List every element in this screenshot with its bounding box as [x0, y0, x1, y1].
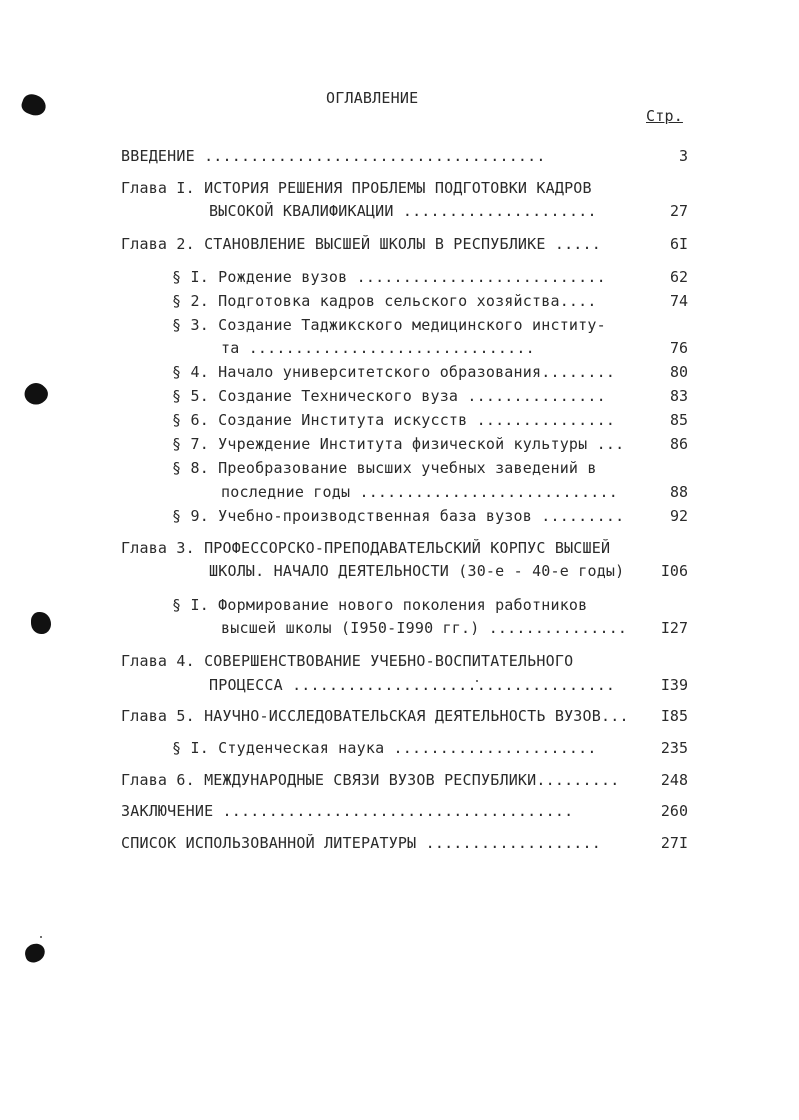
toc-page-number: 92 [669, 507, 688, 525]
page-title: ОГЛАВЛЕНИЕ [326, 89, 419, 107]
toc-page-number: 80 [669, 363, 688, 381]
toc-entry-text: ВВЕДЕНИЕ ..................................... [121, 147, 546, 165]
toc-entry-text: ВЫСОКОЙ КВАЛИФИКАЦИИ ..................... [209, 202, 597, 220]
toc-entry-text: § I. Рождение вузов ........................... [172, 268, 606, 286]
toc-page-number: 86 [669, 435, 688, 453]
toc-entry-text: последние годы ............................ [221, 483, 618, 501]
toc-page-number: I06 [660, 562, 688, 580]
toc-entry-text: ПРОЦЕССА ................................... [209, 676, 616, 694]
toc-entry-text: § I. Формирование нового поколения работников [172, 596, 588, 614]
toc-entry-text: § 4. Начало университетского образования........ [172, 363, 616, 381]
toc-page-number: 3 [678, 147, 688, 165]
toc-entry-text: § 3. Создание Таджикского медицинского институ- [172, 316, 606, 334]
toc-page-number: 74 [669, 292, 688, 310]
toc-entry-text: § 6. Создание Института искусств ............... [172, 411, 616, 429]
toc-page-number: I85 [660, 707, 688, 725]
toc-entry-text: та ............................... [221, 339, 535, 357]
toc-entry-text: СПИСОК ИСПОЛЬЗОВАННОЙ ЛИТЕРАТУРЫ ................... [121, 834, 601, 852]
toc-entry-text: § 7. Учреждение Института физической культуры ... [172, 435, 625, 453]
toc-entry-text: Глава 2. СТАНОВЛЕНИЕ ВЫСШЕЙ ШКОЛЫ В РЕСПУБЛИКЕ ..... [121, 235, 601, 253]
toc-entry-text: ЗАКЛЮЧЕНИЕ ...................................... [121, 802, 574, 820]
toc-page-number: I39 [660, 676, 688, 694]
ink-speck [40, 936, 42, 938]
toc-page-number: 88 [669, 483, 688, 501]
punch-hole-mark [19, 91, 48, 118]
page-column-label: Стр. [646, 107, 683, 125]
toc-entry-text: § 9. Учебно-производственная база вузов ......... [172, 507, 625, 525]
toc-page-number: 235 [660, 739, 688, 757]
punch-hole-mark [20, 378, 51, 409]
toc-entry-text: Глава 4. СОВЕРШЕНСТВОВАНИЕ УЧЕБНО-ВОСПИТАТЕЛЬНОГО [121, 652, 574, 670]
toc-page-number: 83 [669, 387, 688, 405]
toc-page-number: 62 [669, 268, 688, 286]
toc-entry-text: Глава 5. НАУЧНО-ИССЛЕДОВАТЕЛЬСКАЯ ДЕЯТЕЛЬНОСТЬ ВУЗОВ... [121, 707, 629, 725]
toc-page-number: 248 [660, 771, 688, 789]
toc-entry-text: ШКОЛЫ. НАЧАЛО ДЕЯТЕЛЬНОСТИ (30-е - 40-е годы) [209, 562, 625, 580]
toc-entry-text: высшей школы (I950-I990 гг.) ............... [221, 619, 628, 637]
punch-hole-mark [31, 612, 51, 634]
punch-hole-mark [23, 942, 47, 965]
toc-entry-text: § 8. Преобразование высших учебных заведений в [172, 459, 597, 477]
toc-entry-text: § 2. Подготовка кадров сельского хозяйства.... [172, 292, 597, 310]
toc-page-number: 27 [669, 202, 688, 220]
toc-entry-text: Глава 6. МЕЖДУНАРОДНЫЕ СВЯЗИ ВУЗОВ РЕСПУБЛИКИ......... [121, 771, 620, 789]
toc-entry-text: Глава 3. ПРОФЕССОРСКО-ПРЕПОДАВАТЕЛЬСКИЙ КОРПУС ВЫСШЕЙ [121, 539, 611, 557]
toc-entry-text: Глава I. ИСТОРИЯ РЕШЕНИЯ ПРОБЛЕМЫ ПОДГОТОВКИ КАДРОВ [121, 179, 592, 197]
toc-page-number: 27I [660, 834, 688, 852]
toc-page-number: 260 [660, 802, 688, 820]
toc-page-number: 76 [669, 339, 688, 357]
toc-page-number: 85 [669, 411, 688, 429]
toc-entry-text: § I. Студенческая наука ...................... [172, 739, 597, 757]
toc-page-number: I27 [660, 619, 688, 637]
toc-page-number: 6I [669, 235, 688, 253]
toc-entry-text: § 5. Создание Технического вуза ............... [172, 387, 606, 405]
